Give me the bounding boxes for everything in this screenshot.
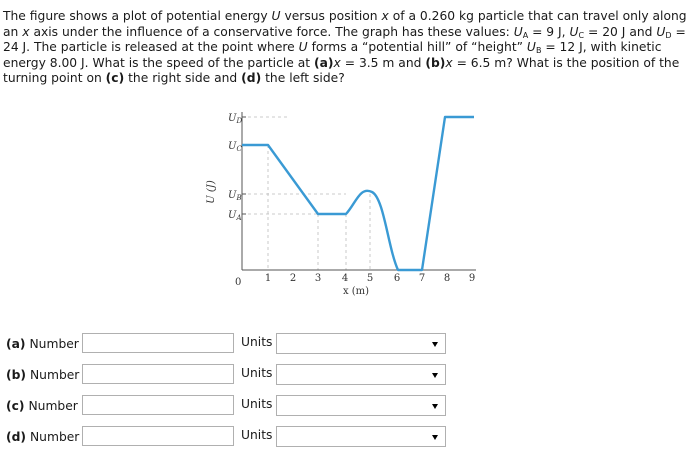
answer-d-number-input[interactable] xyxy=(82,426,234,446)
x-tick-label-7: 7 xyxy=(418,273,426,284)
problem-statement: The figure shows a plot of potential energy U versus position x of a 0.260 kg particle that can travel only along an x axis under the influence of a conservative force. The graph has these values: $U_A = 9$ J, $U_C = 20$ J and $U_D = 24$ J. The particle is released at the point where U forms a “potential hill” of “height” $U_B = 12$ J, with kinetic energy 8.00 J. What is the speed of the particle at (a)x = 3.5 m and (b)x = 6.5 m? What is the position of the turning point on (c) the right side and (d) the left side? xyxy=(3,9,687,85)
dropdown-arrow-icon xyxy=(432,435,438,440)
x-tick-label-5: 5 xyxy=(366,273,374,284)
origin-label: 0 xyxy=(235,277,242,288)
answer-a-units-label: Units xyxy=(241,335,273,349)
answer-b-number-input[interactable] xyxy=(82,364,234,384)
answer-row-b xyxy=(0,364,700,388)
answer-label-b: (b) Number xyxy=(6,368,80,382)
ub-label: $U_B$ xyxy=(228,190,242,202)
x-tick-label-6: 6 xyxy=(393,273,401,284)
answer-c-units-label: Units xyxy=(241,397,273,411)
answer-b-units-select[interactable] xyxy=(276,364,446,385)
dropdown-arrow-icon xyxy=(432,404,438,409)
potential-energy-curve xyxy=(242,117,474,270)
answer-b-units-label: Units xyxy=(241,366,273,380)
x-tick-label-1: 1 xyxy=(264,273,272,284)
dropdown-arrow-icon xyxy=(432,373,438,378)
answer-d-units-label: Units xyxy=(241,428,273,442)
answer-label-c: (c) Number xyxy=(6,399,78,413)
answer-row-c xyxy=(0,395,700,419)
answer-label-d: (d) Number xyxy=(6,430,80,444)
answer-a-number-input[interactable] xyxy=(82,333,234,353)
x-tick-label-9: 9 xyxy=(468,273,476,284)
answer-d-units-select[interactable] xyxy=(276,426,446,447)
answer-c-number-input[interactable] xyxy=(82,395,234,415)
answer-label-a: (a) Number xyxy=(6,337,79,351)
y-axis-title: U (J) xyxy=(206,180,217,204)
ua-label: $U_A$ xyxy=(228,210,242,222)
x-tick-label-8: 8 xyxy=(443,273,451,284)
uc-label: $U_C$ xyxy=(228,141,242,153)
x-tick-label-4: 4 xyxy=(341,273,349,284)
answer-row-a xyxy=(0,333,700,357)
x-tick-label-3: 3 xyxy=(314,273,322,284)
answer-row-d xyxy=(0,426,700,450)
x-axis-title: x (m) xyxy=(342,286,370,297)
dropdown-arrow-icon xyxy=(432,342,438,347)
answer-a-units-select[interactable] xyxy=(276,333,446,354)
x-tick-label-2: 2 xyxy=(289,273,297,284)
answer-c-units-select[interactable] xyxy=(276,395,446,416)
ud-label: $U_D$ xyxy=(228,113,243,125)
